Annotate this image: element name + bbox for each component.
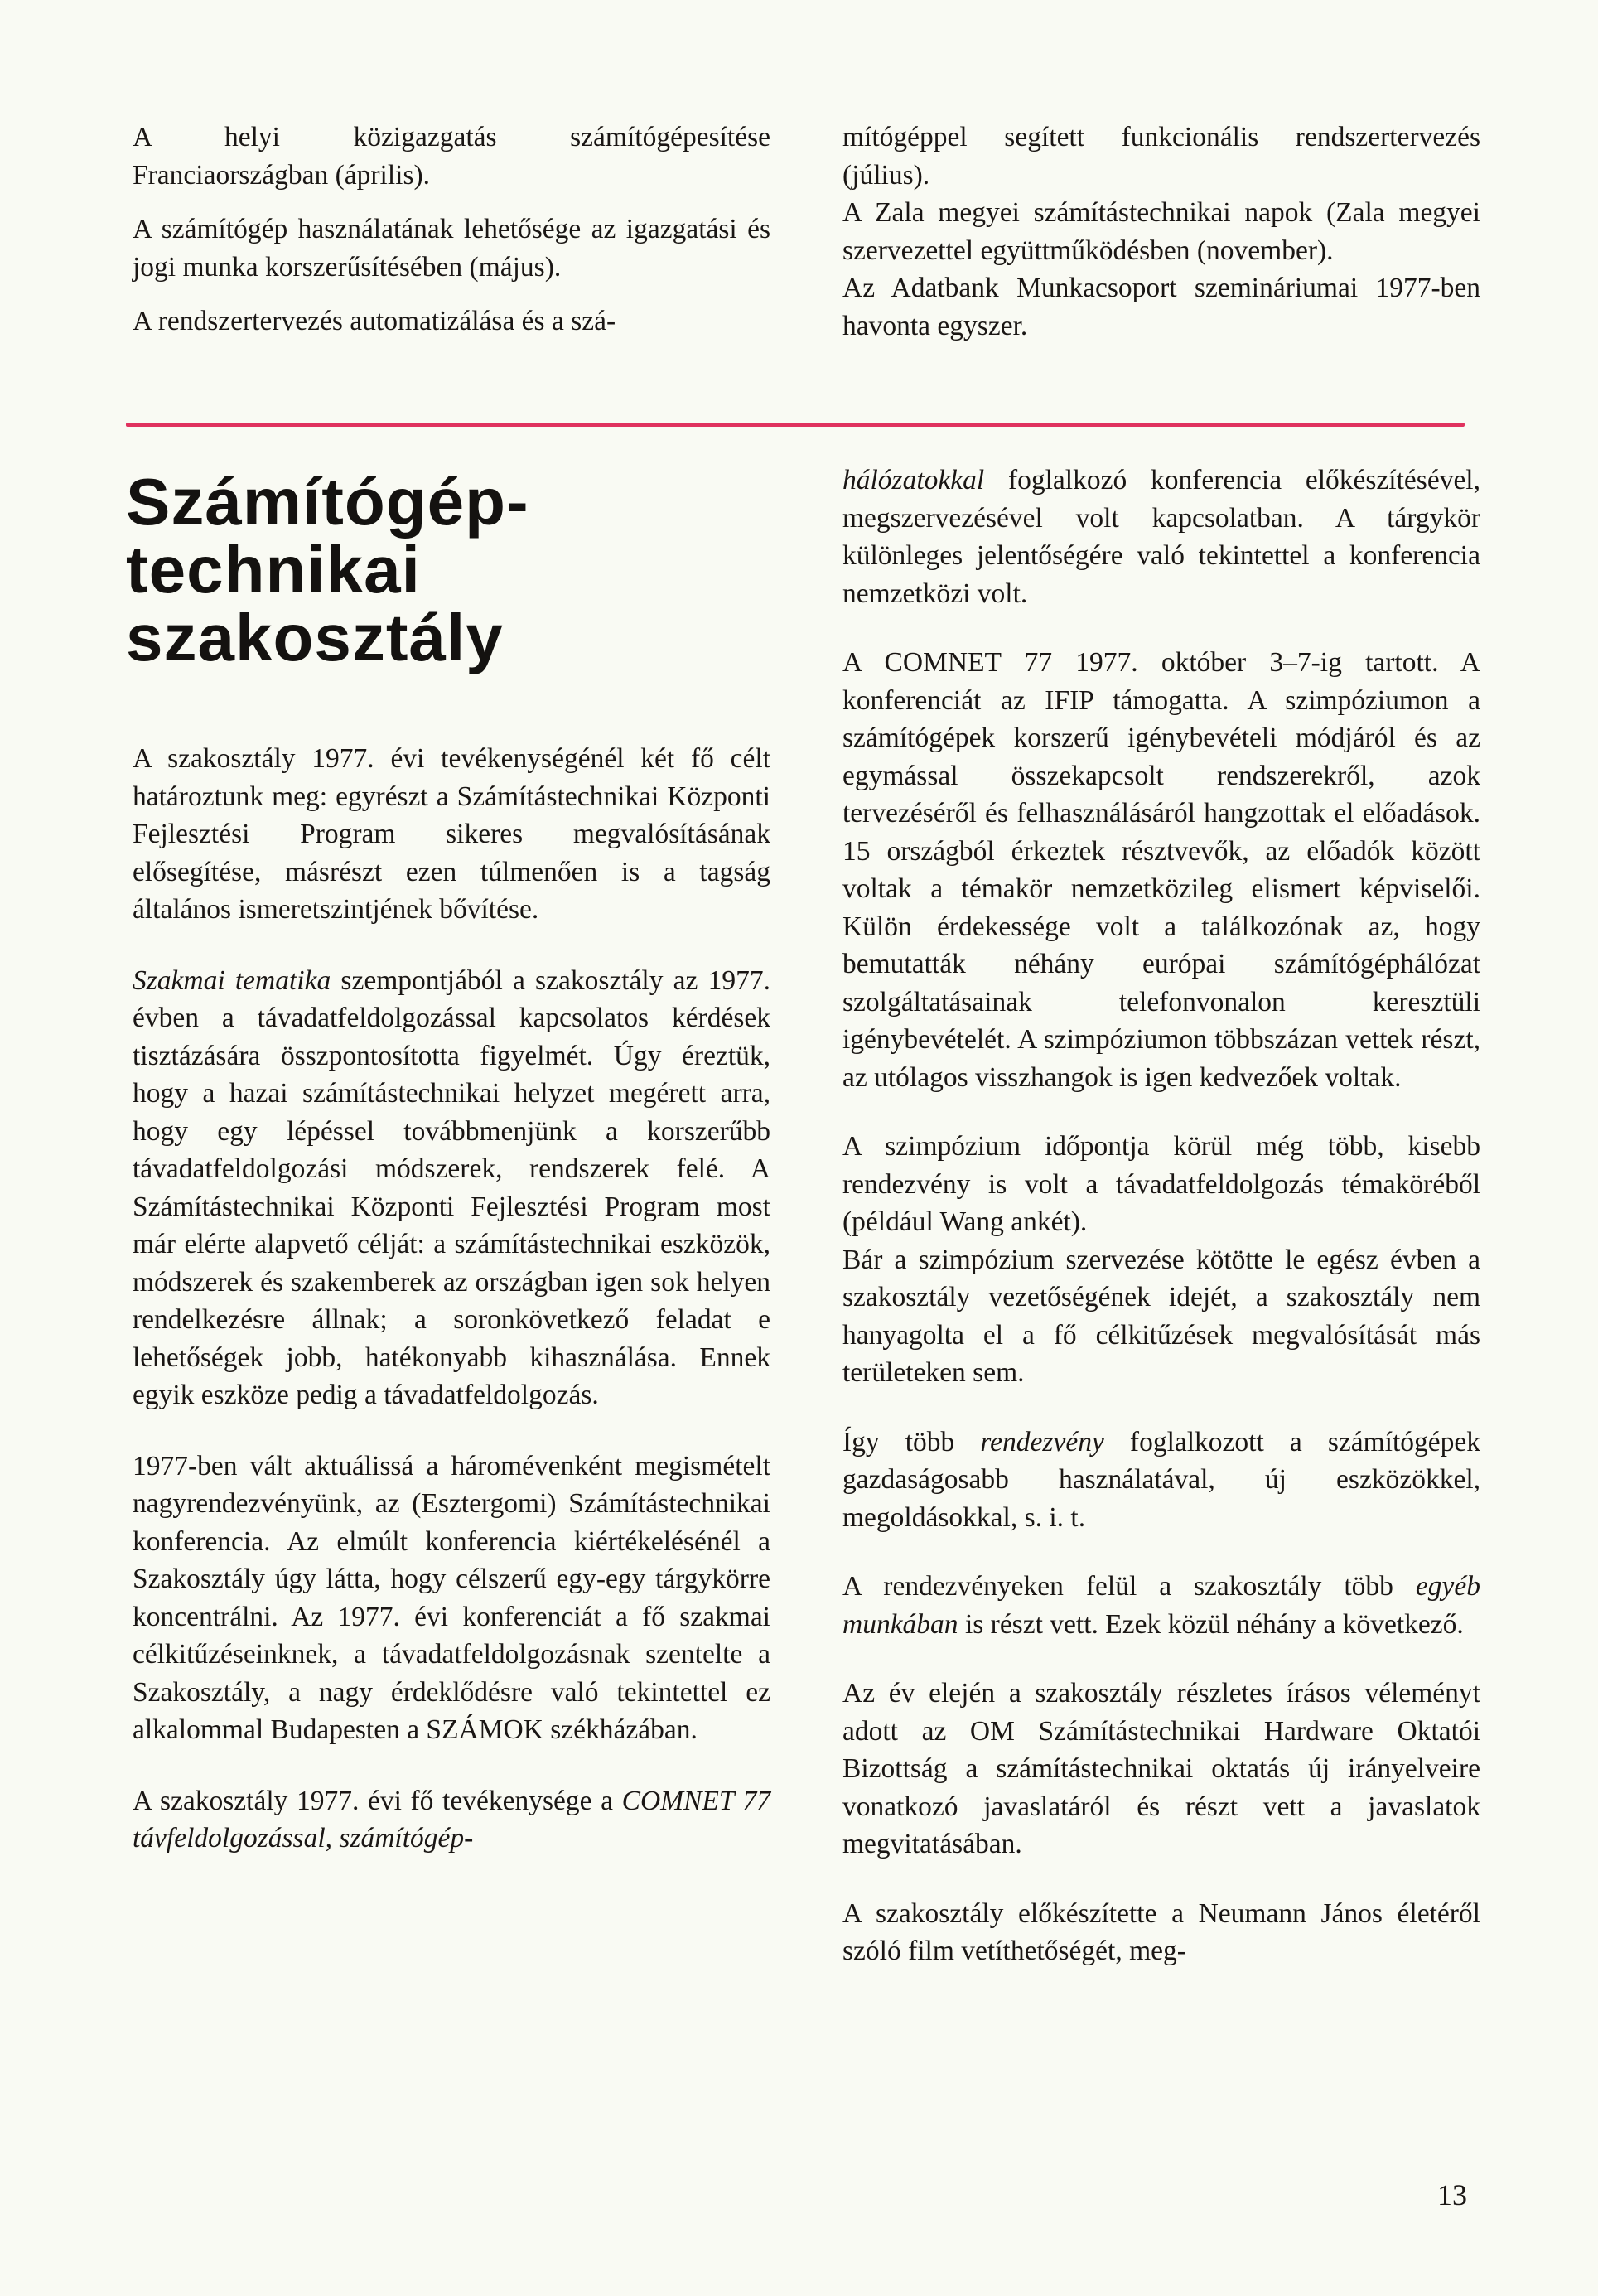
page-number: 13 <box>1437 2178 1467 2211</box>
top-right-list <box>842 118 1480 345</box>
section-divider <box>126 423 1465 427</box>
top-left-list <box>133 118 770 357</box>
paragraph: 1977-ben vált aktuálissá a háromévenként megismételt nagyrendezvényünk, az (Esztergomi) Számítástechnikai konferencia. Az elmúlt konferencia kiértékelésénél a Szakosztály úgy látta, hogy célszerű egy-egy tárgykörre koncentrálni. Az 1977. évi konferenciát a fő szakmai célkitűzéseinknek, a távadatfeldolgozásnak szentelte a Szakosztály, a nagy érdeklődésre való tekintettel ez alkalommal Budapesten a SZÁMOK székházában. <box>133 1450 770 1745</box>
paragraph-text: is részt vett. Ezek közül néhány a következő. <box>958 1608 1464 1640</box>
list-item: Az Adatbank Munkacsoport szemináriumai 1977-ben havonta egyszer. <box>842 273 1480 341</box>
italic-term: COMNET 77 távfeldolgozással, számítógép- <box>133 1785 770 1854</box>
italic-term: egyéb munkában <box>842 1571 1480 1640</box>
paragraph-text: foglalkozó konferencia előkészítésével, megszervezésével volt kapcsolatban. A tárgykör különleges jelentőségére való tekintettel a konferencia nemzetközi volt. <box>842 465 1480 609</box>
list-item: A számítógép használatának lehetősége az igazgatási és jogi munka korszerűsítésében (május). <box>133 214 770 283</box>
italic-term: rendezvény <box>980 1426 1104 1457</box>
paragraph <box>842 462 1480 612</box>
paragraph <box>842 1568 1480 1643</box>
paragraph <box>133 962 770 1414</box>
paragraph <box>842 1424 1480 1537</box>
paragraph-text: A rendezvényeken felül a szakosztály több <box>842 1571 1416 1602</box>
paragraph: Az év elején a szakosztály részletes írásos véleményt adott az OM Számítástechnikai Hardware Oktatói Bizottság a számítástechnikai oktatás új irányelveire vonatkozó javaslatáról és részt vett a javaslatok megvitatásában. <box>842 1678 1480 1859</box>
list-item: A helyi közigazgatás számítógépesítése Franciaországban (április). <box>133 122 770 191</box>
paragraph: A szakosztály 1977. évi tevékenységénél két fő célt határoztunk meg: egyrészt a Számítástechnikai Központi Fejlesztési Program sikeres megvalósításának elősegítése, másrészt ezen túlmenően is a tagság általános ismeretszintjének bővítése. <box>133 743 770 925</box>
paragraph: A szimpózium időpontja körül még több, kisebb rendezvény is volt a távadatfeldolgozás témaköréből (például Wang ankét). <box>842 1131 1480 1237</box>
section-title-line: szakosztály <box>126 601 504 674</box>
paragraph: A szakosztály előkészítette a Neumann János életéről szóló film vetíthetőségét, meg- <box>842 1897 1480 1966</box>
italic-term: Szakmai tematika <box>133 964 331 996</box>
section-title <box>126 465 529 674</box>
list-item: mítógéppel segített funkcionális rendszertervezés (július). <box>842 122 1480 191</box>
paragraph-text: foglalkozott a számítógépek gazdaságosabb használatával, új eszközökkel, megoldásokkal, s. i. t. <box>842 1426 1480 1533</box>
list-item: A Zala megyei számítástechnikai napok (Zala megyei szervezettel együttműködésben (november). <box>842 197 1480 266</box>
paragraph: A COMNET 77 1977. október 3–7-ig tartott. A konferenciát az IFIP támogatta. A szimpóziumon a számítógépek korszerű igénybevételi módjáról és az egymással összekapcsolt rendszerekről, azok tervezéséről és felhasználásáról hangzottak el előadások. 15 országból érkeztek résztvevők, az előadók között voltak a témakör nemzetközileg elismert képviselői. Külön érdekessége volt a találkozónak az, hogy bemutatták néhány európai számítógéphálózat szolgáltatásainak telefonvonalon keresztüli igénybevételét. A szimpóziumon többszázan vettek részt, az utólagos visszhangok is igen kedvezőek voltak. <box>842 647 1480 1093</box>
paragraph: Bár a szimpózium szervezése kötötte le egész évben a szakosztály vezetőségének idejét, a szakosztály nem hanyagolta el a fő célkitűzések megvalósítását más területeken sem. <box>842 1244 1480 1388</box>
left-column <box>133 740 770 1891</box>
paragraph-text: A szakosztály 1977. évi fő tevékenysége a <box>133 1785 622 1816</box>
list-item: A rendszertervezés automatizálása és a szá- <box>133 306 616 336</box>
section-title-line: Számítógép- <box>126 465 529 539</box>
italic-term: hálózatokkal <box>842 465 985 495</box>
paragraph-text: Így több <box>842 1426 981 1457</box>
paragraph <box>133 1782 770 1858</box>
paragraph-text: szempontjából a szakosztály az 1977. évben a távadatfeldolgozással kapcsolatos kérdések tisztázására összpontosította figyelmét. Úgy éreztük, hogy a hazai számítástechnikai helyzet megérett arra, hogy egy lépéssel továbbmenjünk a korszerűbb távadatfeldolgozási módszerek, rendszerek felé. A Számítástechnikai Központi Fejlesztési Program most már elérte alapvető célját: a számítástechnikai eszközök, módszerek és szakemberek az országban igen sok helyen rendelkezésre állnak; a soronkövetkező feladat e lehetőségek jobb, hatékonyabb kihasználása. Ennek egyik eszköze pedig a távadatfeldolgozás. <box>133 964 770 1410</box>
section-title-line: technikai <box>126 533 421 607</box>
right-column <box>842 462 1480 2002</box>
